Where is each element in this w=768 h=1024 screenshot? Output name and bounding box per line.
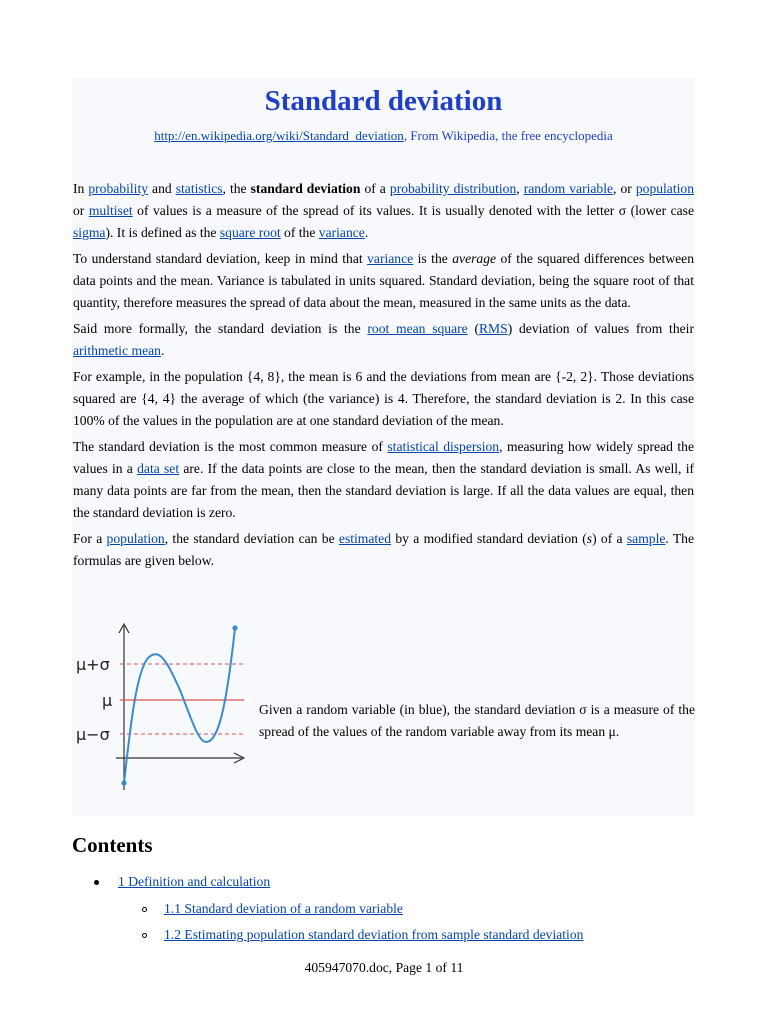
paragraph-intro [73, 178, 694, 244]
text: are. If the data points are close to the mean, then the standard deviation is small. As well, if many data points are far from the mean, then the standard deviation is large. If all the data values are equal, then the standard deviation is zero. [73, 461, 695, 520]
link-root-mean-square[interactable]: root mean square [367, 321, 468, 336]
text: . The formulas are given below. [73, 531, 695, 568]
paragraph-dispersion [73, 436, 694, 524]
toc-subitem [164, 925, 583, 945]
link-probability-distribution[interactable]: probability distribution [389, 181, 517, 196]
paragraph-example: For example, in the population {4, 8}, the mean is 6 and the deviations from mean are {-2, 2}. Those deviations squared are {4, 4} the average of which (the variance) is 4. Therefore, the standard deviation is 2. In this case 100% of the values in the population are at one standard deviation of the mean. [73, 369, 694, 428]
text: Said more formally, the standard deviation is the [73, 321, 368, 336]
text: , [516, 181, 524, 196]
standard-deviation-figure [72, 620, 252, 795]
term-standard-deviation: standard deviation [250, 181, 361, 196]
source-line [72, 127, 695, 145]
text: of the squared differences between data points and the mean. Variance is tabulated in units squared. Standard deviation, being the square root of that quantity, therefore measures the spread of data about the mean, measured in the same units as the data. [73, 251, 694, 310]
paragraph-rms [73, 318, 694, 362]
text: ) deviation of values from their [507, 321, 694, 336]
bullet-circle-icon [142, 933, 147, 938]
text: by a modified standard deviation ( [391, 531, 587, 546]
link-statistical-dispersion[interactable]: statistical dispersion [387, 439, 500, 454]
text: of a [360, 181, 390, 196]
link-data-set[interactable]: data set [137, 461, 180, 476]
text: or [73, 203, 89, 218]
text: To understand standard deviation, keep in mind that [73, 251, 368, 266]
text: , the [222, 181, 251, 196]
link-population[interactable]: population [106, 531, 165, 546]
toc-link-estimating[interactable]: 1.2 Estimating population standard deviation from sample standard deviation [164, 927, 584, 942]
link-square-root[interactable]: square root [219, 225, 281, 240]
text: The standard deviation is the most common measure of [73, 439, 388, 454]
text: and [148, 181, 176, 196]
text: , or [613, 181, 636, 196]
text: ( [467, 321, 479, 336]
link-population[interactable]: population [635, 181, 694, 196]
toc-link-definition[interactable]: 1 Definition and calculation [118, 874, 271, 889]
figure-caption: Given a random variable (in blue), the standard deviation σ is a measure of the spread of the values of the random variable away from its mean μ. [259, 702, 695, 739]
curve-end-point [232, 625, 237, 630]
link-random-variable[interactable]: random variable [523, 181, 614, 196]
link-sigma[interactable]: sigma [73, 225, 106, 240]
label-mu-minus-sigma: μ−σ [76, 725, 110, 744]
article-panel [72, 78, 695, 816]
link-sample[interactable]: sample [626, 531, 666, 546]
article-body [73, 178, 694, 576]
toc-subitem [164, 899, 403, 919]
text: . [364, 225, 369, 240]
curve-start-point [121, 780, 126, 785]
text: ) of a [592, 531, 627, 546]
emphasis-average: average [452, 251, 497, 266]
source-url-link[interactable]: http://en.wikipedia.org/wiki/Standard_deviation [154, 128, 404, 143]
bullet-circle-icon [142, 907, 147, 912]
text: In [73, 181, 89, 196]
text: , the standard deviation can be [164, 531, 339, 546]
link-variance[interactable]: variance [367, 251, 414, 266]
link-rms[interactable]: RMS [478, 321, 508, 336]
random-variable-curve [124, 628, 235, 783]
text: of the [280, 225, 319, 240]
source-attribution: , From Wikipedia, the free encyclopedia [403, 128, 613, 143]
link-variance[interactable]: variance [318, 225, 365, 240]
page-footer: 405947070.doc, Page 1 of 11 [304, 960, 464, 975]
link-estimated[interactable]: estimated [338, 531, 392, 546]
bullet-disc-icon [94, 880, 99, 885]
text: ). It is defined as the [105, 225, 220, 240]
toc-link-random-variable[interactable]: 1.1 Standard deviation of a random variable [164, 901, 403, 916]
contents-heading: Contents [72, 833, 153, 857]
link-probability[interactable]: probability [88, 181, 149, 196]
text: For a [73, 531, 107, 546]
link-arithmetic-mean[interactable]: arithmetic mean [73, 343, 161, 358]
label-mu: μ [102, 691, 113, 710]
toc-item [118, 872, 270, 892]
text: is the [413, 251, 453, 266]
text: of values is a measure of the spread of its values. It is usually denoted with the letter σ (lower case [132, 203, 694, 218]
paragraph-population [73, 528, 694, 572]
link-statistics[interactable]: statistics [175, 181, 223, 196]
page-title: Standard deviation [264, 85, 503, 117]
link-multiset[interactable]: multiset [88, 203, 133, 218]
text: , measuring how widely spread the values in a [73, 439, 694, 476]
paragraph-variance [73, 248, 694, 314]
label-mu-plus-sigma: μ+σ [76, 655, 110, 674]
text: . [160, 343, 165, 358]
symbol-s: s [586, 531, 593, 546]
